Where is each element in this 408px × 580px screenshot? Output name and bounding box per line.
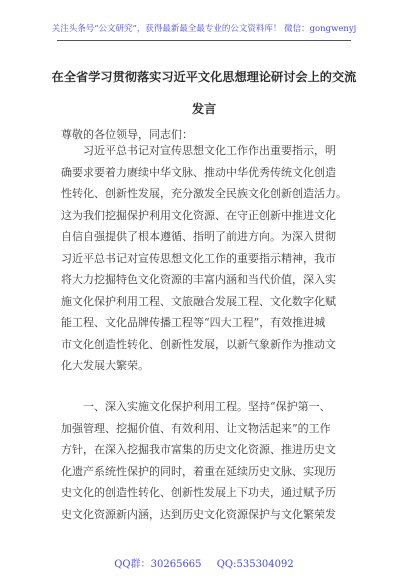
header-divider	[57, 40, 351, 41]
paragraph-line: 将大力挖掘特色文化资源的丰富内涵和当代价值，深入实	[61, 273, 336, 286]
document-title-line-2: 发言	[191, 102, 217, 116]
paragraph-line: 施文化保护利用工程、文旅融合发展工程、文化数字化赋	[61, 294, 336, 308]
paragraph-line: 化大发展大繁荣。	[61, 359, 149, 372]
paragraph-line: 史文化的创造性转化、创新性发展上下功夫，通过赋予历	[61, 486, 336, 499]
paragraph-line: 习近平总书记对宣传思想文化工作的重要指示精神，我市	[61, 251, 336, 265]
footer-contact	[0, 555, 408, 570]
paragraph-line: 一、深入实施文化保护利用工程。坚持“保护第一、	[61, 400, 331, 413]
paragraph-line: 确要求要着力赓续中华文脉、推动中华优秀传统文化创造	[61, 165, 336, 179]
paragraph-line: 方针，在深入挖掘我市富集的历史文化资源、推进历史文	[61, 443, 336, 456]
paragraph-line: 史文化资源新内涵，达到历史文化资源保护与文化繁荣发	[61, 507, 336, 521]
paragraph-line: 性转化、创新性发展，充分激发全民族文化创新创造活力。	[61, 187, 347, 200]
paragraph-line: 化遗产系统性保护的同时，着重在延续历史文脉、实现历	[61, 464, 336, 478]
paragraph-line: 自信自强提供了根本遵循、指明了前进方向。为深入贯彻	[61, 230, 336, 243]
paragraph-2	[61, 396, 349, 525]
paragraph-line: 加强管理、挖掘价值、有效利用、让文物活起来”的工作	[61, 421, 331, 435]
header-promo-note: 关注头条号“公文研究”，获得最新最全最专业的公文资料库！ 微信：gongwenyj	[51, 24, 357, 34]
paragraph-1	[61, 140, 349, 377]
salutation: 尊敬的各位领导，同志们：	[61, 128, 193, 141]
footer-qq-group: QQ群：30265665	[114, 559, 202, 570]
footer-qq-number: QQ:535304092	[216, 559, 294, 570]
paragraph-line: 市文化创造性转化、创新性发展，以新气象新作为推动文	[61, 337, 336, 351]
paragraph-line: 这为我们挖掘保护利用文化资源、在守正创新中推进文化	[61, 208, 336, 222]
paragraph-line: 习近平总书记对宣传思想文化工作作出重要指示，明	[61, 144, 336, 157]
paragraph-line: 能工程、文化品牌传播工程等“四大工程”，有效推进城	[61, 316, 326, 329]
document-title-line-1: 在全省学习贯彻落实习近平文化思想理论研讨会上的交流	[51, 70, 357, 84]
